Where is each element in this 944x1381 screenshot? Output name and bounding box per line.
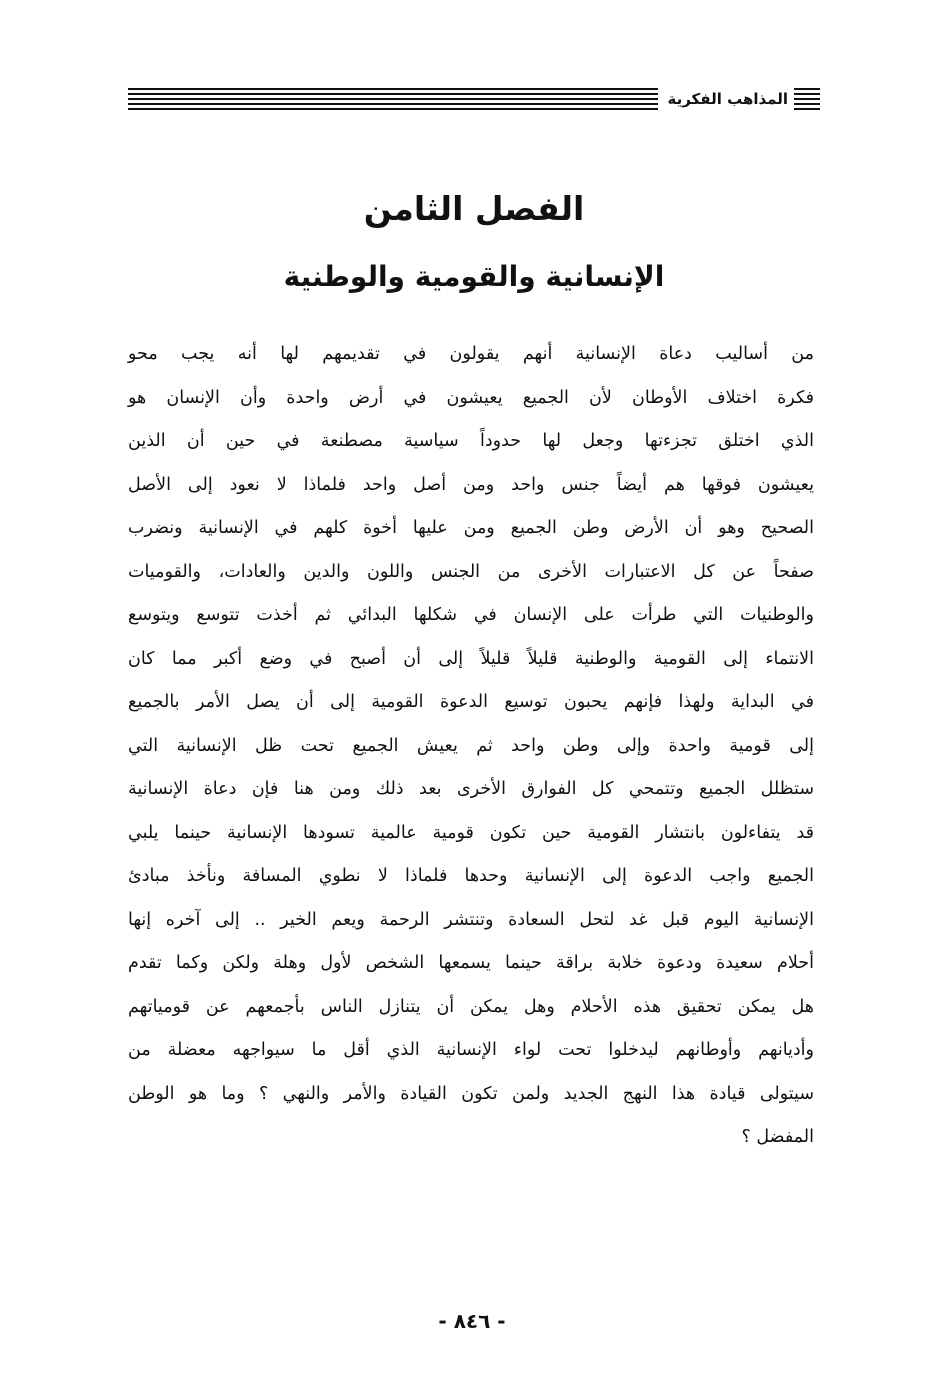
body-paragraph <box>128 333 814 1160</box>
text-line: المفضل ؟ <box>741 1127 814 1147</box>
chapter-subtitle: الإنسانية والقومية والوطنية <box>283 260 665 293</box>
header-lines-icon <box>794 88 820 110</box>
text-line: إلى قومية واحدة وإلى وطن واحد ثم يعيش الجميع تحت ظل الإنسانية التي <box>128 735 814 756</box>
text-line: يعيشون فوقها هم أيضاً جنس واحد ومن أصل واحد فلماذا لا نعود إلى الأصل <box>128 474 814 495</box>
text-line: الصحيح وهو أن الأرض وطن الجميع ومن عليها أخوة كلهم في الإنسانية ونضرب <box>128 518 814 538</box>
text-line: ستظلل الجميع وتتمحي كل الفوارق الأخرى بعد ذلك ومن هنا فإن دعاة الإنسانية <box>128 779 814 799</box>
text-line: الجميع واجب الدعوة إلى الإنسانية وحدها فلماذا لا نطوي المسافة ونأخذ مبادئ <box>128 866 814 886</box>
running-title: المذاهب الفكرية <box>667 90 788 108</box>
text-line: قد يتفاءلون بانتشار القومية حين تكون قومية عالمية تسودها الإنسانية حينما يلبي <box>128 822 814 843</box>
text-line: والوطنيات التي طرأت على الإنسان في شكلها البدائي ثم أخذت تتوسع ويتوسع <box>128 605 814 625</box>
page-number: - ٨٤٦ - <box>438 1309 506 1333</box>
text-line: أحلام سعيدة ودعوة خلابة براقة حينما يسمعها الشخص لأول وهلة ولكن وكما تقدم <box>128 953 814 973</box>
text-line: من أساليب دعاة الإنسانية أنهم يقولون في تقديمهم لها أنه يجب محو <box>128 344 814 364</box>
text-line: الإنسانية اليوم قبل غد لتحل السعادة وتنتشر الرحمة ويعم الخير .. إلى آخره إنها <box>128 909 814 930</box>
header-rule <box>128 88 658 110</box>
chapter-title: الفصل الثامن <box>363 189 585 228</box>
text-line: وأديانهم وأوطانهم ليدخلوا تحت لواء الإنسانية الذي أقل ما سيواجهه معضلة من <box>128 1040 814 1060</box>
text-line: صفحاً عن كل الاعتبارات الأخرى من الجنس واللون والدين والعادات، والقوميات <box>128 561 814 582</box>
text-line: في البداية ولهذا فإنهم يحبون توسيع الدعوة القومية إلى أن يصل الأمر بالجميع <box>128 692 814 712</box>
text-line: سيتولى قيادة هذا النهج الجديد ولمن تكون القيادة والأمر والنهي ؟ وما هو الوطن <box>128 1083 814 1104</box>
text-line: هل يمكن تحقيق هذه الأحلام وهل يمكن أن يتنازل الناس بأجمعهم عن قومياتهم <box>128 996 814 1017</box>
text-line: فكرة اختلاف الأوطان لأن الجميع يعيشون في أرض واحدة وأن الإنسان هو <box>128 387 814 408</box>
text-line: الانتماء إلى القومية والوطنية قليلاً قليلاً إلى أن أصبح في وضع أكبر مما كان <box>128 648 814 669</box>
running-header <box>128 84 820 114</box>
text-line: الذي اختلق تجزءتها وجعل لها حدوداً سياسية مصطنعة في حين أن الذين <box>128 431 814 451</box>
